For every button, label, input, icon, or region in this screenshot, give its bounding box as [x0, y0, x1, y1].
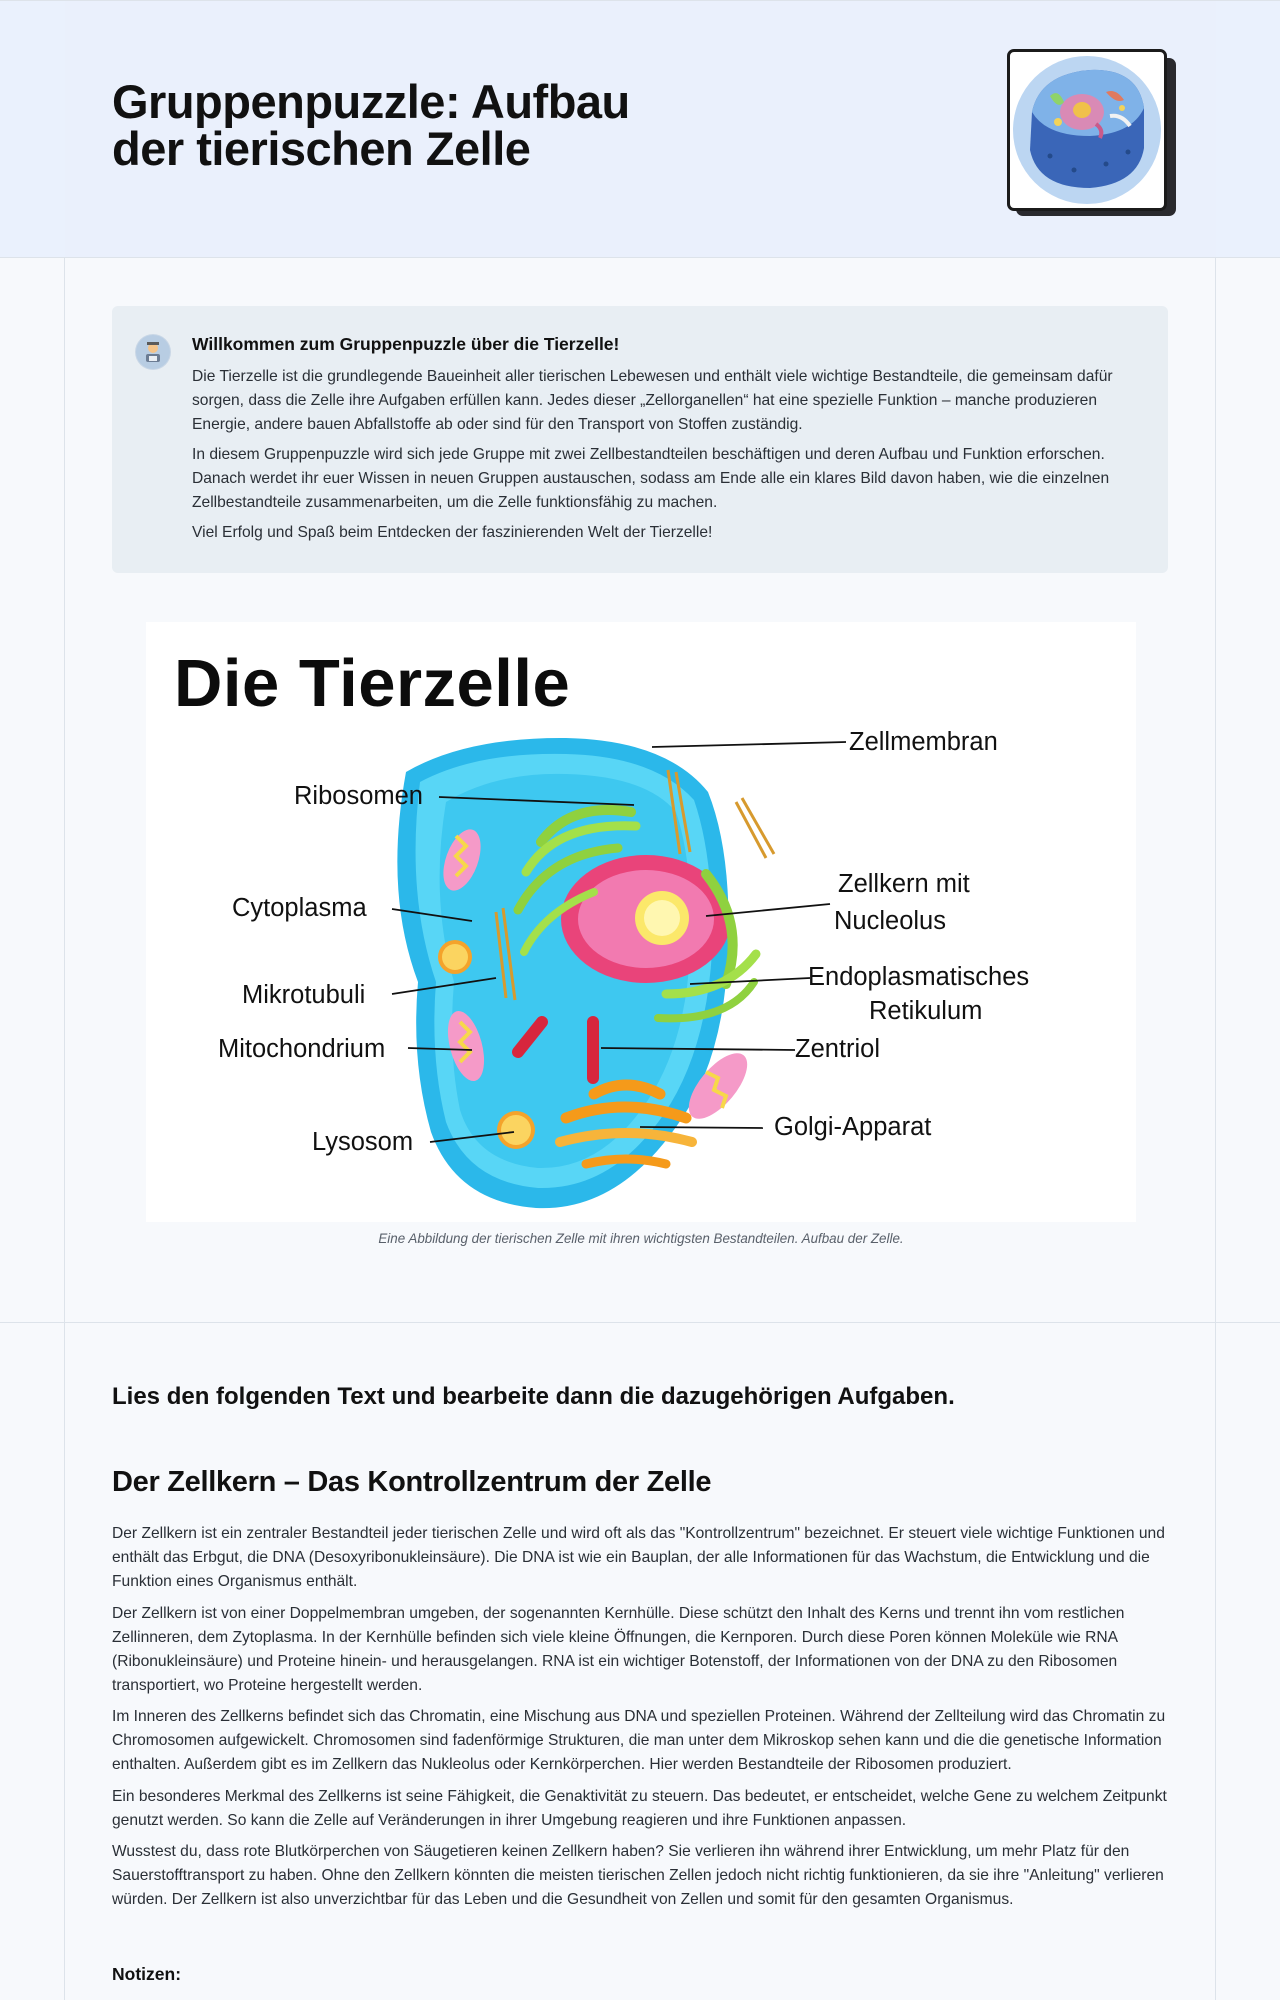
intro-body	[192, 365, 1142, 551]
label-zentriol: Zentriol	[795, 1035, 881, 1063]
article-paragraph: Ein besonderes Merkmal des Zellkerns ist seine Fähigkeit, die Genaktivität zu steuern. Das bedeutet, er entscheidet, welche Gene zu welchem Zeitpunkt genutzt werden. So kann die Zelle auf Veränderungen in ihrer Umgebung reagieren und ihre Funktionen anpassen.	[112, 1787, 1167, 1829]
article-paragraph: Der Zellkern ist von einer Doppelmembran umgeben, der sogenannten Kernhülle. Diese schützt den Inhalt des Kerns und trennt ihn vom restlichen Zellinneren, dem Zytoplasma. In der Kernhülle befinden sich viele kleine Öffnungen, die Kernporen. Durch diese Poren können Moleküle wie RNA (Ribonukleinsäure) und Proteine hinein- und herausgelangen. RNA ist ein wichtiger Botenstoff, der Informationen von der DNA zu den Ribosomen transportiert, wo Proteine hergestellt werden.	[112, 1604, 1125, 1694]
label-er-1: Endoplasmatisches	[808, 963, 1030, 991]
page-title-line-2: der tierischen Zelle	[112, 122, 531, 175]
figure-caption: Eine Abbildung der tierischen Zelle mit ihren wichtigsten Bestandteilen. Aufbau der Zelle.	[378, 1231, 904, 1246]
label-mikrotubuli: Mikrotubuli	[242, 981, 366, 1009]
label-lysosom: Lysosom	[312, 1128, 414, 1156]
label-cytoplasma: Cytoplasma	[232, 894, 367, 922]
reading-instruction: Lies den folgenden Text und bearbeite dann die dazugehörigen Aufgaben.	[112, 1383, 955, 1410]
label-zellkern-2: Nucleolus	[834, 907, 946, 935]
notes-label: Notizen:	[112, 1964, 182, 1984]
intro-paragraph: Die Tierzelle ist die grundlegende Baueinheit aller tierischen Lebewesen und enthält viele wichtige Bestandteile, die gemeinsam dafür sorgen, dass die Zelle ihre Aufgaben erfüllen kann. Jedes dieser „Zellorganellen“ hat eine spezielle Funktion – manche produzieren Energie, andere bauen Abfallstoffe ab oder sind für den Transport von Stoffen zuständig.	[192, 368, 1113, 433]
intro-callout	[112, 306, 1168, 573]
intro-paragraph: In diesem Gruppenpuzzle wird sich jede Gruppe mit zwei Zellbestandteilen beschäftigen und deren Aufbau und Funktion erforschen. Danach werdet ihr euer Wissen in neuen Gruppen austauschen, sodass am Ende alle ein klares Bild davon haben, wie die einzelnen Zellbestandteile zusammenarbeiten, um die Zelle funktionsfähig zu machen.	[192, 446, 1110, 511]
page-title-line-1: Gruppenpuzzle: Aufbau	[112, 75, 630, 128]
article-paragraph: Wusstest du, dass rote Blutkörperchen von Säugetieren keinen Zellkern haben? Sie verlieren ihn während ihrer Entwicklung, um mehr Platz für den Sauerstofftransport zu haben. Ohne den Zellkern könnten die meisten tierischen Zellen jedoch nicht richtig funktionieren, da sie ihre "Anleitung" verlieren würden. Der Zellkern ist also unverzichtbar für das Leben und die Gesundheit von Zellen und somit für den gesamten Organismus.	[112, 1843, 1164, 1908]
header-cell-image	[1007, 49, 1167, 211]
label-zellkern-1: Zellkern mit	[838, 870, 970, 898]
article-heading: Der Zellkern – Das Kontrollzentrum der Zelle	[112, 1466, 712, 1498]
label-mitochondrium: Mitochondrium	[218, 1035, 386, 1063]
section-divider	[0, 1322, 1280, 1323]
label-golgi-apparat: Golgi-Apparat	[774, 1113, 932, 1141]
intro-title: Willkommen zum Gruppenpuzzle über die Tierzelle!	[192, 334, 620, 354]
article-paragraph: Der Zellkern ist ein zentraler Bestandteil jeder tierischen Zelle und wird oft als das "Kontrollzentrum" bezeichnet. Er steuert viele wichtige Funktionen und enthält das Erbgut, die DNA (Desoxyribonukleinsäure). Die DNA ist wie ein Bauplan, der alle Informationen für das Wachstum, die Entwicklung und die Funktion eines Organismus enthält.	[112, 1525, 1165, 1590]
label-er-2: Retikulum	[869, 997, 983, 1025]
student-avatar-icon	[135, 334, 171, 370]
label-zellmembran: Zellmembran	[849, 728, 998, 756]
figure-title: Die Tierzelle	[174, 646, 571, 721]
page-title	[112, 75, 712, 175]
article-body	[112, 1522, 1172, 1920]
intro-paragraph: Viel Erfolg und Spaß beim Entdecken der faszinierenden Welt der Tierzelle!	[192, 524, 713, 541]
label-ribosomen: Ribosomen	[294, 782, 423, 810]
article-paragraph: Im Inneren des Zellkerns befindet sich das Chromatin, eine Mischung aus DNA und speziellen Proteinen. Während der Zellteilung wird das Chromatin zu Chromosomen aufgewickelt. Chromosomen sind fadenförmige Strukturen, die man unter dem Mikroskop sehen kann und die die genetische Information enthalten. Außerdem gibt es im Zellkern das Nukleolus oder Kernkörperchen. Hier werden Bestandteile der Ribosomen produziert.	[112, 1708, 1166, 1773]
